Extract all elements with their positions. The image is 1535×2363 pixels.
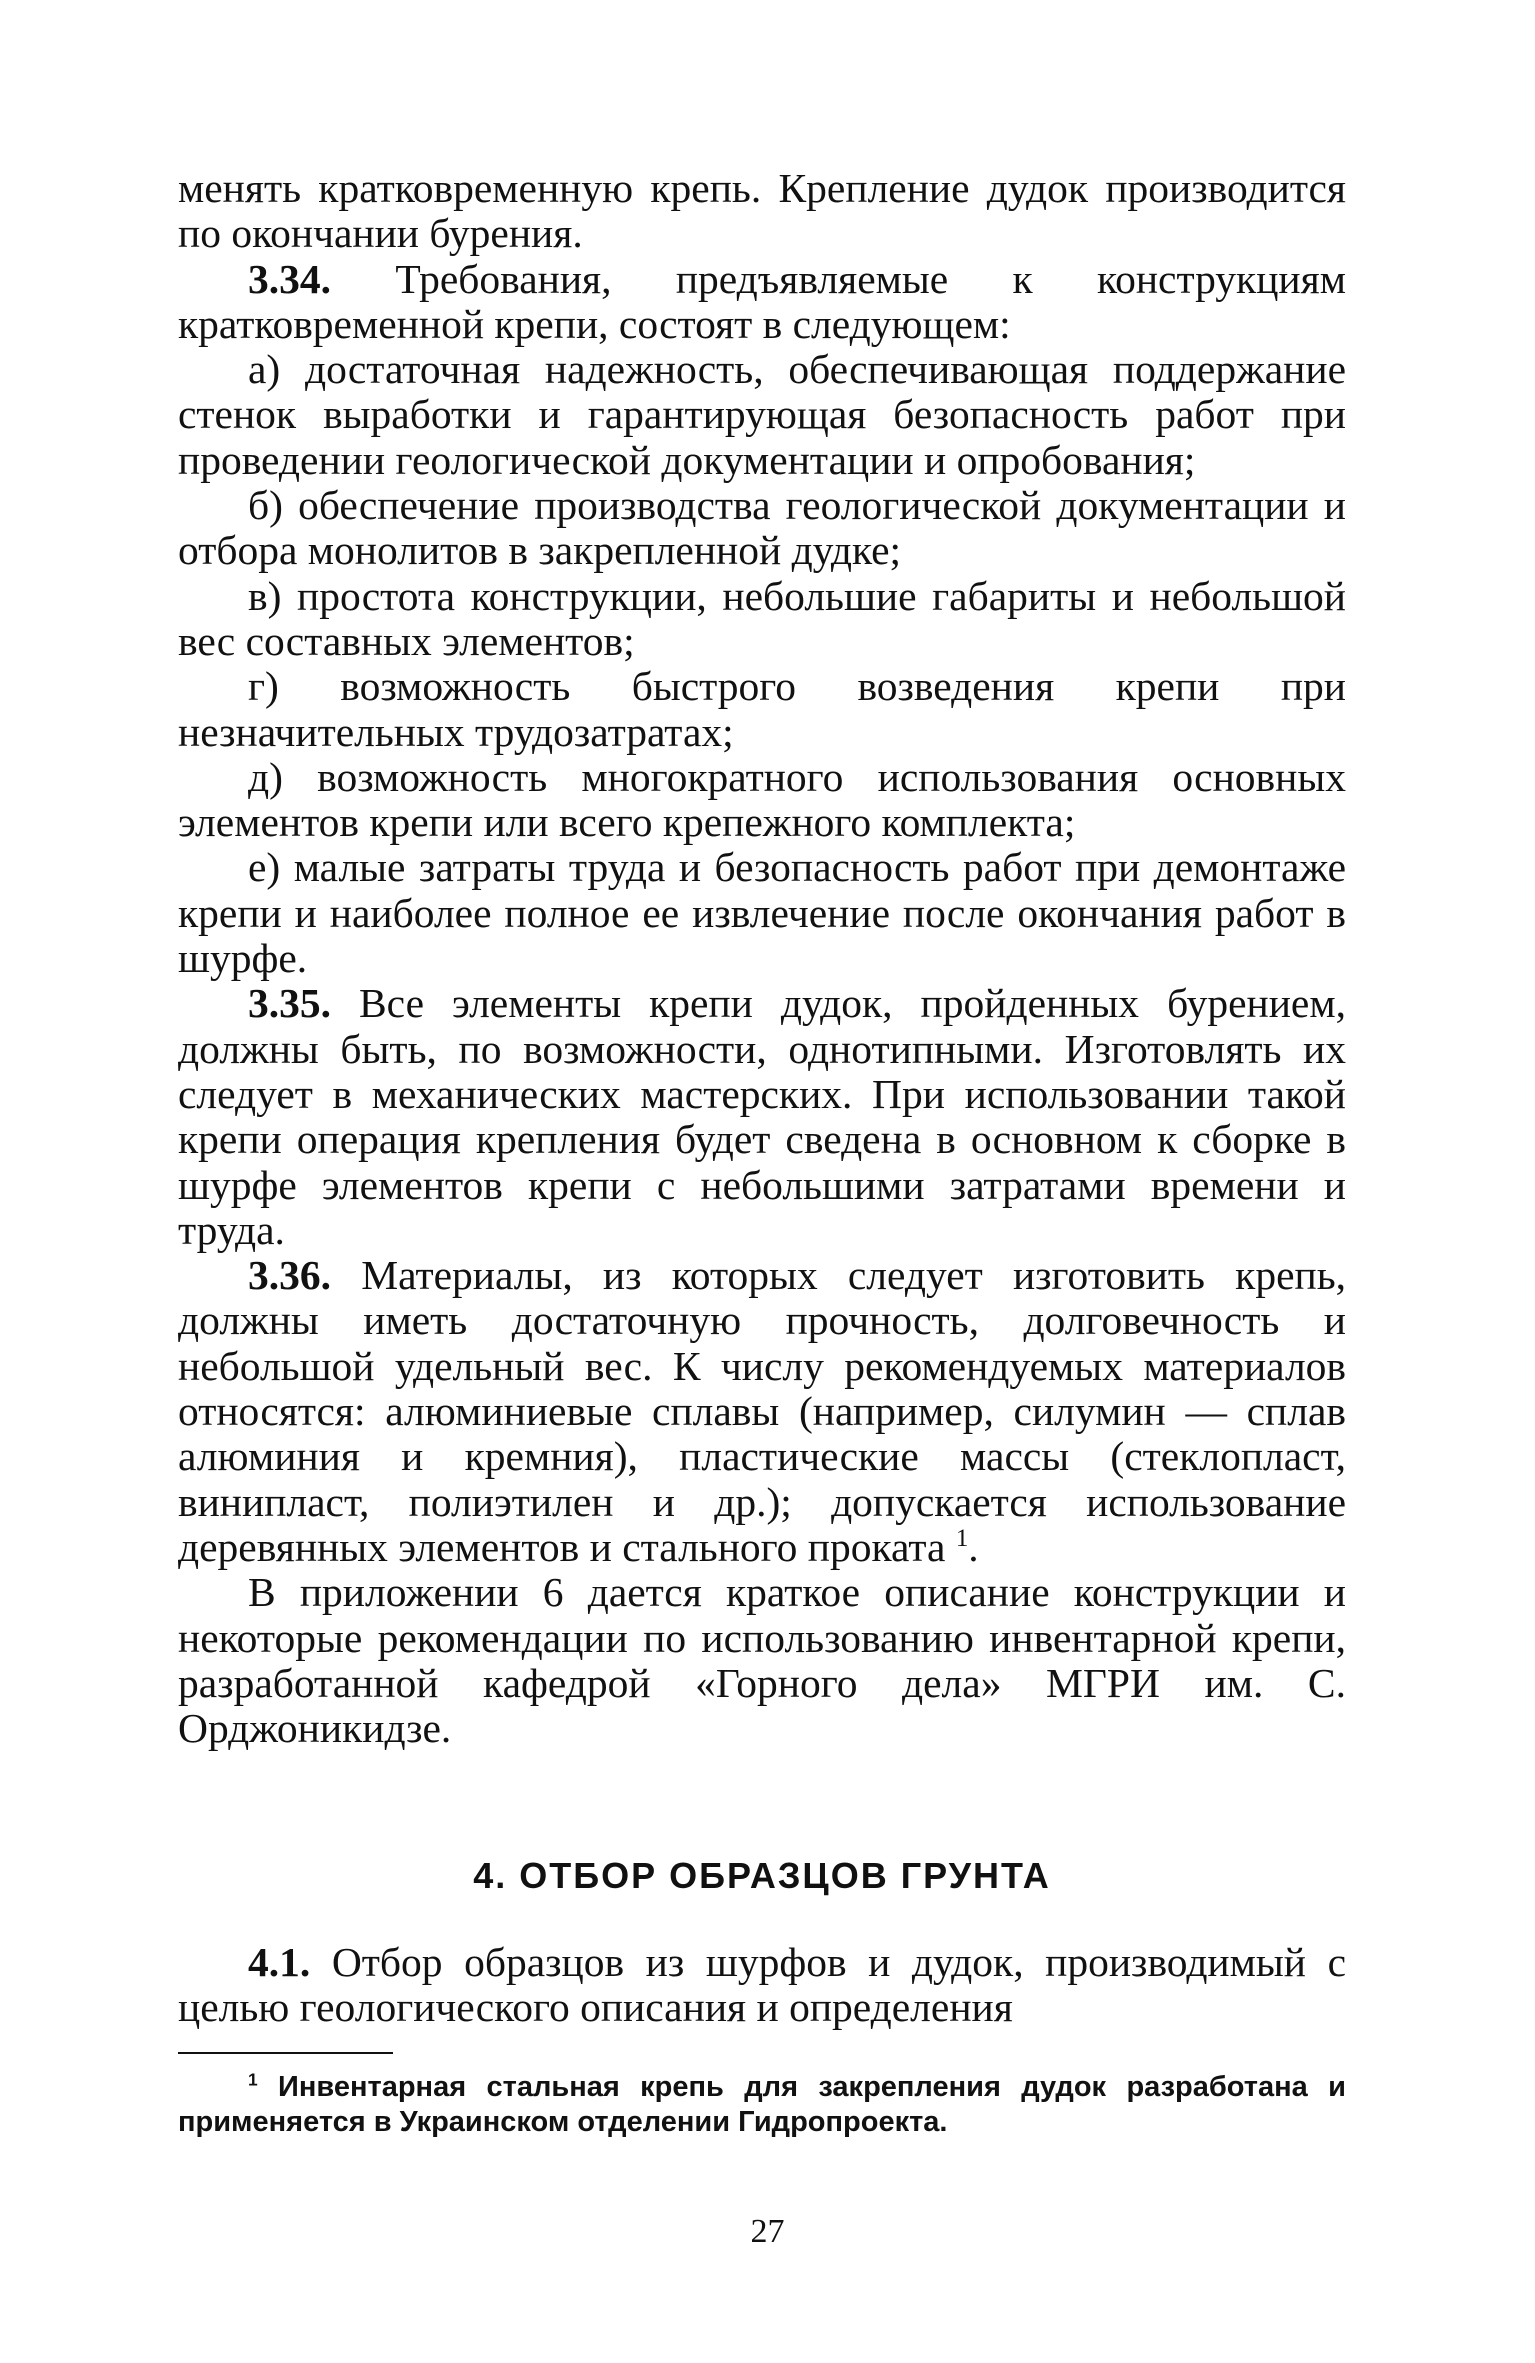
footnote: $^1$ Инвентарная стальная крепь для закрепления дудок разработана и применяется в Украинском отделении Гидропроекта.	[178, 2069, 1346, 2138]
body-text	[178, 166, 1346, 1751]
list-item-a: а) достаточная надежность, обеспечивающая поддержание стенок выработки и гарантирующая безопасность работ при проведении геологической документации и опробования;	[178, 346, 1346, 483]
section-4-text	[178, 1940, 1346, 2031]
paragraph-3-34: 3.34. Требования, предъявляемые к конструкциям кратковременной крепи, состоят в следующем:	[178, 255, 1346, 347]
list-item-e: е) малые затраты труда и безопасность работ при демонтаже крепи и наиболее полное ее извлечение после окончания работ в шурфе.	[178, 844, 1346, 982]
list-item-b: б) обеспечение производства геологической документации и отбора монолитов в закрепленной дудке;	[178, 482, 1346, 574]
list-item-g: г) возможность быстрого возведения крепи при незначительных трудозатратах;	[178, 663, 1346, 755]
clause-number: 3.34.	[248, 255, 331, 302]
page-number: 27	[750, 2213, 785, 2250]
paragraph-appendix: В приложении 6 дается краткое описание конструкции и некоторые рекомендации по использованию инвентарной крепи, разработанной кафедрой «Горного дела» МГРИ им. С. Орджоникидзе.	[178, 1569, 1346, 1752]
clause-number: 3.36.	[248, 1252, 331, 1299]
paragraph-continuation: менять кратковременную крепь. Крепление дудок производится по окончании бурения.	[178, 165, 1346, 257]
footnote-marker: 1	[248, 2069, 258, 2090]
footnote-divider	[178, 2052, 393, 2054]
clause-number: 3.35.	[248, 980, 331, 1027]
clause-number: 4.1.	[248, 1939, 311, 1985]
paragraph-4-1: 4.1. Отбор образцов из шурфов и дудок, производимый с целью геологического описания и определения	[178, 1939, 1346, 2031]
section-heading: 4. ОТБОР ОБРАЗЦОВ ГРУНТА	[473, 1855, 1051, 1896]
list-item-d: д) возможность многократного использования основных элементов крепи или всего крепежного комплекта;	[178, 753, 1346, 846]
footnote-reference: 1	[955, 1525, 969, 1553]
paragraph-3-35: 3.35. Все элементы крепи дудок, пройденных бурением, должны быть, по возможности, однотипными. Изготовлять их следует в механических мастерских. При использовании такой крепи операция крепления будет сведена в основном к сборке в шурфе элементов крепи с небольшими затратами времени и труда.	[178, 980, 1346, 1253]
list-item-v: в) простота конструкции, небольшие габариты и небольшой вес составных элементов;	[178, 572, 1346, 664]
paragraph-3-36: 3.36. Материалы, из которых следует изготовить крепь, должны иметь достаточную прочность, долговечность и небольшой удельный вес. К числу рекомендуемых материалов относятся: алюминиевые сплавы (например, силумин — сплав алюминия и кремния), пластические массы (стеклопласт, винипласт, полиэтилен и др.); допускается использование деревянных элементов и стального проката $^1$.	[178, 1252, 1346, 1570]
